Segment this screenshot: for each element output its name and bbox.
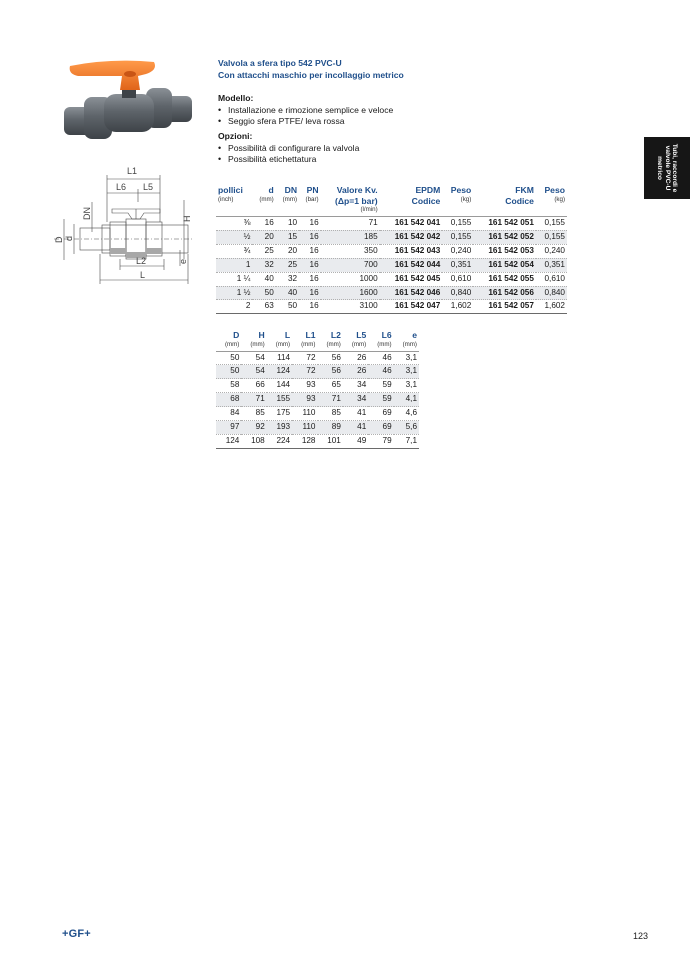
table-cell: 26 [343, 365, 368, 379]
table-cell: 1,602 [442, 300, 473, 314]
table-cell: 46 [368, 365, 393, 379]
label-l: L [140, 270, 146, 280]
col-H: H [258, 330, 265, 340]
table-cell: 0,155 [536, 217, 567, 231]
list-item: • Possibilità di configurare la valvola [218, 143, 518, 154]
table-cell: 34 [343, 379, 368, 393]
label-dn: DN [82, 207, 92, 220]
table-row [216, 217, 567, 231]
table-cell: 185 [321, 230, 380, 244]
table-row [216, 393, 419, 407]
unit-peso-epdm: (kg) [460, 196, 472, 203]
unit-dn: (mm) [282, 196, 298, 203]
table-cell: 0,155 [536, 230, 567, 244]
table-cell: 155 [267, 393, 292, 407]
table-cell: 350 [321, 244, 380, 258]
unit-L2: (mm) [318, 341, 343, 352]
table-cell: 56 [318, 351, 343, 365]
table-cell: 0,840 [536, 286, 567, 300]
col-dn: DN [284, 185, 298, 195]
table-cell: 25 [252, 244, 275, 258]
unit-L: (mm) [267, 341, 292, 352]
table-cell: 0,610 [536, 272, 567, 286]
list-item: • Seggio sfera PTFE/ leva rossa [218, 116, 518, 127]
table-cell: 1 ¼ [216, 272, 252, 286]
gf-logo: +GF+ [62, 928, 91, 940]
table-cell: 0,351 [536, 258, 567, 272]
table-cell: 68 [216, 393, 241, 407]
options-heading: Opzioni: [218, 131, 253, 141]
table-cell: 16 [299, 230, 321, 244]
table-cell: 4,6 [394, 407, 419, 421]
table-cell: 34 [343, 393, 368, 407]
table-cell: 72 [292, 351, 317, 365]
col-d: d [268, 185, 274, 195]
col-epdm-line2: Codice [411, 195, 441, 206]
table-cell: 700 [321, 258, 380, 272]
table-cell: 93 [292, 379, 317, 393]
table-row [216, 300, 567, 314]
table-cell: 161 542 053 [473, 244, 536, 258]
table-cell: 40 [252, 272, 275, 286]
table-cell: 108 [241, 434, 266, 448]
label-l2: L2 [136, 256, 147, 266]
col-peso-epdm: Peso [450, 185, 472, 195]
table-row [216, 244, 567, 258]
table-cell: 50 [252, 286, 275, 300]
table-cell: 124 [216, 434, 241, 448]
col-L1: L1 [305, 330, 316, 340]
table-cell: 32 [276, 272, 299, 286]
product-code-table [216, 185, 567, 314]
table-cell: 3,1 [394, 379, 419, 393]
col-fkm: FKM [515, 185, 534, 195]
col-L: L [284, 330, 291, 340]
model-list [218, 105, 518, 127]
table-cell: 1000 [321, 272, 380, 286]
table-row [216, 421, 419, 435]
table-cell: 16 [299, 258, 321, 272]
product-code-rows [216, 217, 567, 314]
table-cell: 161 542 047 [380, 300, 443, 314]
table-cell: 0,840 [442, 286, 473, 300]
table-cell: 71 [241, 393, 266, 407]
col-D: D [233, 330, 240, 340]
table-cell: 69 [368, 407, 393, 421]
table-cell: 92 [241, 421, 266, 435]
table-cell: 16 [252, 217, 275, 231]
table-cell: 161 542 051 [473, 217, 536, 231]
table-cell: 32 [252, 258, 275, 272]
table-row [216, 258, 567, 272]
dimension-table [216, 330, 419, 449]
model-heading: Modello: [218, 93, 254, 103]
table-cell: 193 [267, 421, 292, 435]
label-l1: L1 [127, 166, 138, 176]
label-d-outer: D [54, 236, 64, 243]
unit-H: (mm) [241, 341, 266, 352]
col-epdm: EPDM [415, 185, 441, 195]
table-cell: 63 [252, 300, 275, 314]
unit-pollici: (inch) [218, 196, 234, 203]
unit-kv: (l/min) [321, 206, 380, 217]
table-cell: 16 [299, 244, 321, 258]
table-cell: 84 [216, 407, 241, 421]
table-cell: 2 [216, 300, 252, 314]
col-L5: L5 [356, 330, 367, 340]
label-l6: L6 [116, 182, 127, 192]
side-tab-line: metrico [656, 156, 664, 180]
description-block [218, 58, 518, 165]
table-cell: 161 542 041 [380, 217, 443, 231]
unit-L5: (mm) [343, 341, 368, 352]
table-cell: 101 [318, 434, 343, 448]
table-cell: 20 [252, 230, 275, 244]
table-cell: 1 [216, 258, 252, 272]
unit-L1: (mm) [292, 341, 317, 352]
table-cell: 0,155 [442, 217, 473, 231]
table-cell: 71 [318, 393, 343, 407]
table-cell: 0,155 [442, 230, 473, 244]
list-item: • Possibilità etichettatura [218, 154, 518, 165]
table-cell: 161 542 042 [380, 230, 443, 244]
table-row [216, 230, 567, 244]
table-cell: 161 542 056 [473, 286, 536, 300]
col-kv: Valore Kv. [336, 185, 378, 195]
label-d-inner: d [64, 235, 74, 241]
table-cell: 20 [276, 244, 299, 258]
table-row [216, 434, 419, 448]
table-cell: 1 ½ [216, 286, 252, 300]
table-cell: 161 542 046 [380, 286, 443, 300]
table-cell: 16 [299, 272, 321, 286]
options-list [218, 143, 518, 165]
table-cell: 79 [368, 434, 393, 448]
dimension-rows [216, 351, 419, 448]
table-cell: 224 [267, 434, 292, 448]
table-cell: 58 [216, 379, 241, 393]
table-cell: 0,351 [442, 258, 473, 272]
valve-photo [50, 50, 200, 155]
page-number: 123 [633, 931, 649, 941]
unit-peso-fkm: (kg) [554, 196, 565, 203]
table-cell: ½ [216, 230, 252, 244]
table-row [216, 365, 419, 379]
table-cell: 89 [318, 421, 343, 435]
table-cell: ⅜ [216, 217, 252, 231]
table-cell: 16 [299, 300, 321, 314]
table-cell: 25 [276, 258, 299, 272]
table-cell: 0,240 [442, 244, 473, 258]
table-row [216, 351, 419, 365]
table-row [216, 286, 567, 300]
table-cell: 161 542 045 [380, 272, 443, 286]
table-cell: 71 [321, 217, 380, 231]
table-cell: 66 [241, 379, 266, 393]
table-cell: 114 [267, 351, 292, 365]
table-cell: 56 [318, 365, 343, 379]
table-cell: 50 [276, 300, 299, 314]
unit-e: (mm) [394, 341, 419, 352]
table-cell: 110 [292, 421, 317, 435]
table-cell: 26 [343, 351, 368, 365]
side-tab-line: valvole PVC-U [663, 145, 671, 191]
table-cell: 161 542 057 [473, 300, 536, 314]
table-cell: 1600 [321, 286, 380, 300]
col-L6: L6 [381, 330, 392, 340]
table-cell: 110 [292, 407, 317, 421]
table-cell: 16 [299, 286, 321, 300]
table-cell: 50 [216, 365, 241, 379]
table-cell: 161 542 044 [380, 258, 443, 272]
table-cell: 46 [368, 351, 393, 365]
table-cell: 16 [299, 217, 321, 231]
table-cell: ¾ [216, 244, 252, 258]
table-cell: 128 [292, 434, 317, 448]
table-cell: 54 [241, 365, 266, 379]
table-cell: 3100 [321, 300, 380, 314]
table-cell: 72 [292, 365, 317, 379]
table-cell: 10 [276, 217, 299, 231]
table-cell: 69 [368, 421, 393, 435]
col-L2: L2 [330, 330, 341, 340]
table-cell: 40 [276, 286, 299, 300]
table-cell: 144 [267, 379, 292, 393]
table-cell: 41 [343, 421, 368, 435]
table-cell: 161 542 052 [473, 230, 536, 244]
table-cell: 161 542 054 [473, 258, 536, 272]
table-cell: 3,1 [394, 351, 419, 365]
unit-D: (mm) [216, 341, 241, 352]
table-cell: 85 [318, 407, 343, 421]
table-cell: 124 [267, 365, 292, 379]
table-cell: 4,1 [394, 393, 419, 407]
table-cell: 175 [267, 407, 292, 421]
table-cell: 1,602 [536, 300, 567, 314]
label-l5: L5 [143, 182, 154, 192]
col-kv-line2: (Δp=1 bar) [334, 195, 378, 206]
table-cell: 97 [216, 421, 241, 435]
technical-drawing [52, 162, 202, 292]
table-cell: 85 [241, 407, 266, 421]
table-row [216, 272, 567, 286]
table-cell: 65 [318, 379, 343, 393]
table-cell: 161 542 055 [473, 272, 536, 286]
unit-d: (mm) [259, 196, 274, 203]
product-title: Valvola a sfera tipo 542 PVC-U [218, 58, 342, 68]
table-cell: 161 542 043 [380, 244, 443, 258]
unit-pn: (bar) [305, 196, 319, 203]
table-cell: 0,240 [536, 244, 567, 258]
product-subtitle: Con attacchi maschio per incollaggio metrico [218, 69, 404, 80]
list-item: • Installazione e rimozione semplice e veloce [218, 105, 518, 116]
unit-L6: (mm) [368, 341, 393, 352]
table-row [216, 379, 419, 393]
table-cell: 5,6 [394, 421, 419, 435]
label-h: H [182, 215, 192, 222]
col-e: e [412, 330, 417, 340]
table-cell: 59 [368, 379, 393, 393]
section-side-tab [644, 137, 690, 199]
table-row [216, 407, 419, 421]
table-cell: 54 [241, 351, 266, 365]
table-cell: 93 [292, 393, 317, 407]
label-e: e [178, 258, 188, 264]
col-pollici: pollici [218, 185, 243, 195]
col-pn: PN [306, 185, 319, 195]
table-cell: 41 [343, 407, 368, 421]
table-cell: 50 [216, 351, 241, 365]
col-peso-fkm: Peso [544, 185, 565, 195]
side-tab-line: Tubi, raccordi e [671, 143, 679, 193]
table-cell: 59 [368, 393, 393, 407]
col-fkm-line2: Codice [505, 195, 534, 206]
table-cell: 3,1 [394, 365, 419, 379]
table-cell: 49 [343, 434, 368, 448]
table-cell: 15 [276, 230, 299, 244]
table-cell: 0,610 [442, 272, 473, 286]
table-cell: 7,1 [394, 434, 419, 448]
